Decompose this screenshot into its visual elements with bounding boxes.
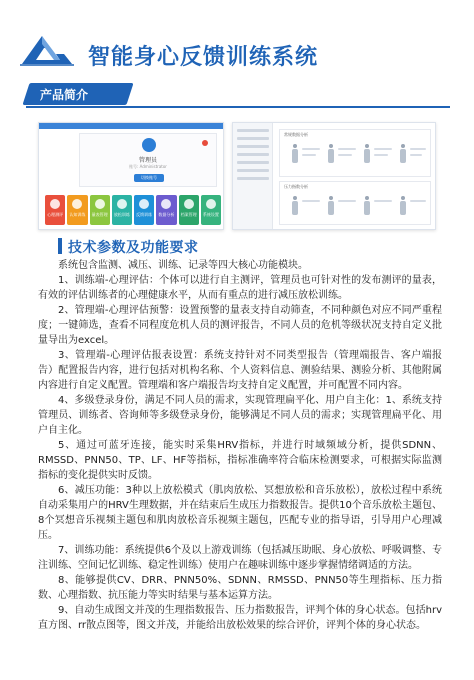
data-line <box>338 148 356 150</box>
data-line <box>374 200 392 202</box>
data-line <box>302 154 316 156</box>
module-label: 心理测评 <box>47 212 64 217</box>
body-figure-icon <box>326 144 336 164</box>
paragraph: 1、训练端-心理评估：个体可以进行自主测评，管理员也可针对性的发布测评的量表，有效的评估训练者的心理健康水平，从而有重点的进行减压放松训练。 <box>38 275 442 301</box>
home-screenshot <box>38 122 224 230</box>
paragraph: 9、自动生成图文并茂的生理指数报告、压力指数报告，评判个体的身心状态。包括hrv直方图、rr散点图等，图文并茂，并能给出放松效果的综合评价，评判个体的身心状态。 <box>38 605 442 631</box>
module-tile[interactable] <box>134 195 154 225</box>
body-figure-icon <box>362 144 372 164</box>
module-icon <box>139 199 149 209</box>
user-card <box>79 133 217 187</box>
paragraph: 6、减压功能：3种以上放松模式（肌肉放松、冥想放松和音乐放松），放松过程中系统自动采集用户的HRV生理数据，并在结束后生成压力指数报告。提供10个音乐放松主题包、8个冥想音乐视频主题包和肌肉放松音乐视频主题包，匹配专业的指导语，引导用户心理减压。 <box>38 485 442 541</box>
module-tile[interactable] <box>156 195 176 225</box>
sidebar-row[interactable] <box>237 129 269 132</box>
paragraph: 2、管理端-心理评估预警：设置预警的量表支持自动筛查，不同种颜色对应不同严重程度；一键筛选，查看不同程度危机人员的测评报告，不同人员的危机等级状况支持自定义批量导出为excel。 <box>38 305 442 346</box>
paragraph: 3、管理端-心理评估报表设置：系统支持针对不同类型报告（管理端报告、客户端报告）配置报告内容，进行包括对机构名称、个人资料信息、测验结果、测验分析、其他附属内容进行自定义配置。管理端和客户端报告均支持自定义配置，并可配置不同内容。 <box>38 350 442 391</box>
app-topbar <box>39 123 223 129</box>
data-line <box>410 148 426 150</box>
data-line <box>374 148 392 150</box>
regular-analysis-panel <box>279 129 431 177</box>
switch-account-button[interactable]: 切换账号 <box>134 174 164 182</box>
module-label: 认知训练 <box>69 212 86 217</box>
module-tile[interactable] <box>201 195 221 225</box>
module-tiles <box>45 195 221 225</box>
module-tile[interactable] <box>179 195 199 225</box>
module-tile[interactable] <box>112 195 132 225</box>
user-card-subtitle: 账号: Administrator <box>129 164 167 169</box>
section-title: 技术参数及功能要求 <box>68 240 199 256</box>
spec-body <box>38 258 442 633</box>
body-figure-icon <box>398 144 408 164</box>
module-tile[interactable] <box>67 195 87 225</box>
module-icon <box>206 199 216 209</box>
data-line <box>338 154 352 156</box>
body-figure-icon <box>290 196 300 216</box>
page-header <box>0 0 474 72</box>
data-line <box>410 154 422 156</box>
avatar <box>142 138 156 152</box>
module-label: 系统设置 <box>202 212 219 217</box>
paragraph: 系统包含监测、减压、训练、记录等四大核心功能模块。 <box>58 260 308 271</box>
stress-analysis-panel <box>279 181 431 225</box>
module-tile[interactable] <box>45 195 65 225</box>
sidebar-row[interactable] <box>237 137 269 140</box>
data-line <box>302 200 320 202</box>
mountain-logo-icon <box>20 32 74 66</box>
data-line <box>302 148 320 150</box>
data-line <box>410 200 426 202</box>
module-icon <box>161 199 171 209</box>
analysis-sidebar <box>233 123 273 229</box>
paragraph: 5、通过可蓝牙连接，能实时采集HRV指标，并进行时域频域分析，提供SDNN、RMSSD、PNN50、TP、LF、HF等指标，指标准确率符合临床检测要求，可根据实际监测指标的变化提供实时反馈。 <box>38 440 442 481</box>
sidebar-row[interactable] <box>237 177 269 180</box>
body-figure-icon <box>362 196 372 216</box>
module-icon <box>50 199 60 209</box>
panel-title: 压力指数分析 <box>284 184 308 189</box>
module-icon <box>72 199 82 209</box>
data-line <box>338 200 356 202</box>
sidebar-row[interactable] <box>237 145 269 148</box>
page-title: 智能身心反馈训练系统 <box>88 45 319 70</box>
paragraph: 4、多级登录身份，满足不同人员的需求，实现管理扁平化、用户自主化：1、系统支持管理员、训练者、咨询师等多级登录身份，能够满足不同人员的需求；实现管理扁平化、用户自主化。 <box>38 395 442 436</box>
paragraph: 8、能够提供CV、DRR、PNN50%、SDNN、RMSSD、PNN50等生理指标、压力指数、心理指数、抗压能力等实时结果与基本运算方法。 <box>38 575 442 601</box>
module-label: 反馈训练 <box>136 212 153 217</box>
analysis-screenshot <box>232 122 436 230</box>
intro-label: 产品简介 <box>40 88 89 102</box>
user-card-title: 管理员 <box>138 157 157 164</box>
module-label: 数据分析 <box>158 212 175 217</box>
module-label: 放松训练 <box>113 212 130 217</box>
module-icon <box>95 199 105 209</box>
module-tile[interactable] <box>90 195 110 225</box>
sidebar-row[interactable] <box>237 169 269 172</box>
module-label: 档案管理 <box>180 212 197 217</box>
module-icon <box>184 199 194 209</box>
module-label: 量表管理 <box>91 212 108 217</box>
panel-title: 常规数据分析 <box>284 132 308 137</box>
body-figure-icon <box>398 196 408 216</box>
body-figure-icon <box>290 144 300 164</box>
notification-dot <box>202 140 208 146</box>
body-figure-icon <box>326 196 336 216</box>
data-line <box>374 154 388 156</box>
paragraph: 7、训练功能：系统提供6个及以上游戏训练（包括减压助眠、身心放松、呼吸调整、专注训练、空间记忆训练、稳定性训练）使用户在趣味训练中逐步掌握情绪调适的方法。 <box>38 545 442 571</box>
section-accent-bar <box>58 238 62 254</box>
module-icon <box>117 199 127 209</box>
sidebar-row[interactable] <box>237 161 269 164</box>
intro-divider <box>26 106 450 108</box>
sidebar-row[interactable] <box>237 153 269 156</box>
